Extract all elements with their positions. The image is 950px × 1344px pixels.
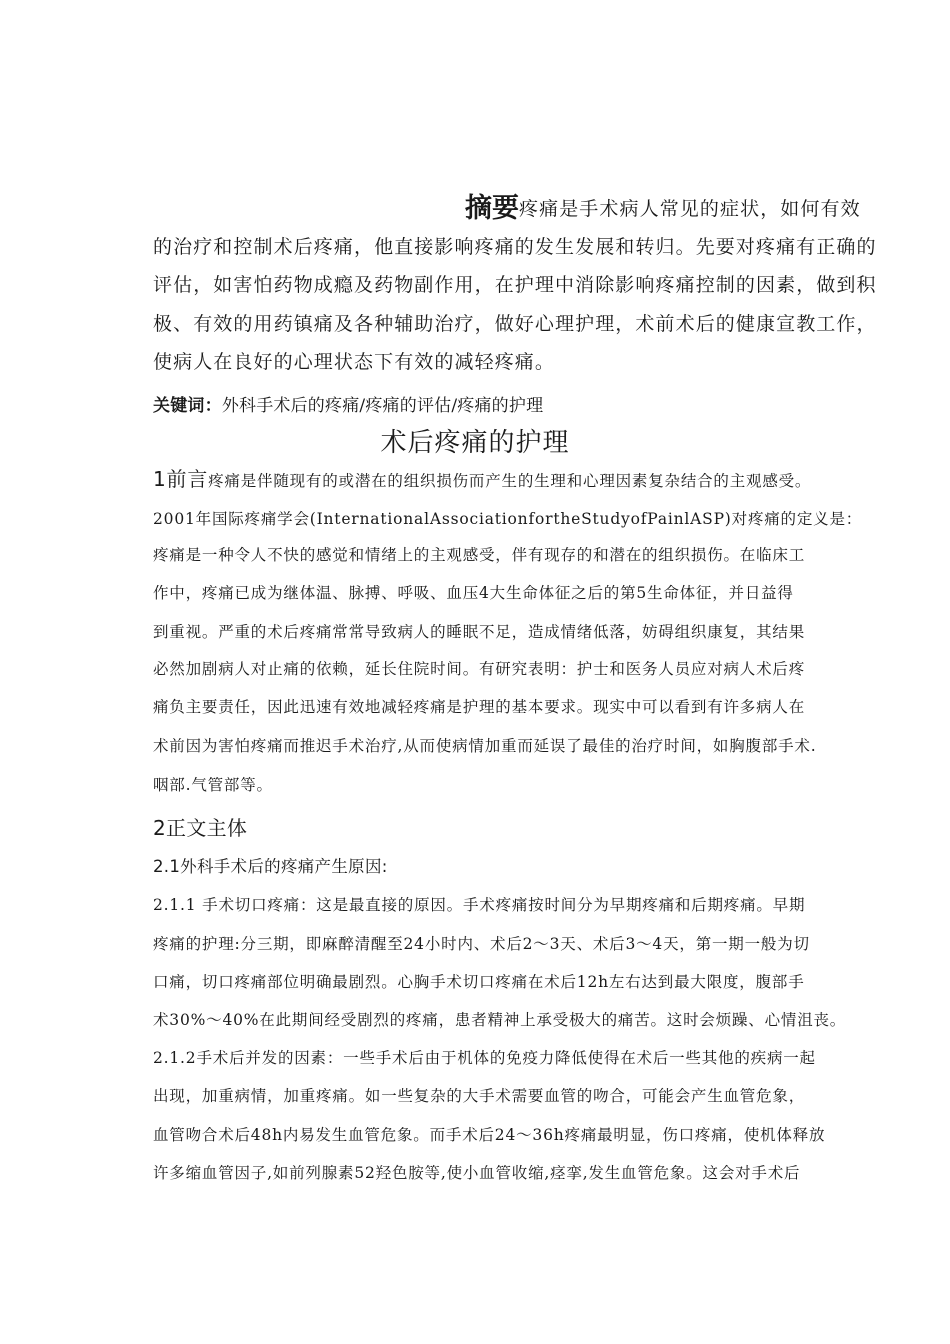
section2-line: 口痛，切口疼痛部位明确最剧烈。心胸手术切口疼痛在术后12h左右达到最大限度，腹部手 [153,973,805,991]
section2-line: 许多缩血管因子,如前列腺素52羟色胺等,使小血管收缩,痉挛,发生血管危象。这会对手术后 [153,1164,801,1182]
section1-text: 疼痛是伴随现有的或潜在的组织损伤而产生的生理和心理因素复杂结合的主观感受。 [208,472,812,490]
abstract-line: 的治疗和控制术后疼痛，他直接影响疼痛的发生发展和转归。先要对疼痛有正确的 [153,236,877,258]
section1-line: 2001年国际疼痛学会(InternationalAssociationfortheStudyofPainlASP)对疼痛的定义是： [153,510,863,528]
abstract-first-line [465,186,861,225]
section1-line: 咽部.气管部等。 [153,776,273,794]
section1-line: 疼痛是一种令人不快的感觉和情绪上的主观感受，伴有现存的和潜在的组织损伤。在临床工 [153,546,806,564]
abstract-line: 评估，如害怕药物成瘾及药物副作用，在护理中消除影响疼痛控制的因素，做到积 [153,274,877,296]
section1-line: 必然加剧病人对止痛的依赖，延长住院时间。有研究表明：护士和医务人员应对病人术后疼 [153,660,806,678]
section2-1-heading: 2.1外科手术后的疼痛产生原因: [153,857,388,876]
abstract-title: 摘要 [465,193,519,224]
keywords [153,391,543,416]
abstract-line: 极、有效的用药镇痛及各种辅助治疗，做好心理护理，术前术后的健康宣教工作， [153,313,877,335]
abstract-line: 使病人在良好的心理状态下有效的减轻疼痛。 [153,351,556,373]
section1-heading: 1前言 [153,467,209,491]
section2-line: 出现，加重病情，加重疼痛。如一些复杂的大手术需要血管的吻合，可能会产生血管危象， [153,1087,806,1105]
keywords-text: 外科手术后的疼痛/疼痛的评估/疼痛的护理 [221,396,544,416]
section2-line: 2.1.1 手术切口疼痛：这是最直接的原因。手术疼痛按时间分为早期疼痛和后期疼痛。早期 [153,896,806,914]
keywords-label: 关键词： [153,396,222,416]
section2-line: 血管吻合术后48h内易发生血管危象。而手术后24〜36h疼痛最明显，伤口疼痛，使机体释放 [153,1126,826,1144]
section2-line: 疼痛的护理:分三期，即麻醉清醒至24小时内、术后2〜3天、术后3〜4天，第一期一般为切 [153,935,810,953]
section1-first-line [153,463,811,492]
document-title: 术后疼痛的护理 [380,428,570,458]
section2-line: 术30%〜40%在此期间经受剧烈的疼痛，患者精神上承受极大的痛苦。这时会烦躁、心情沮丧。 [153,1011,847,1029]
section1-line: 术前因为害怕疼痛而推迟手术治疗,从而使病情加重而延误了最佳的治疗时间，如胸腹部手术. [153,737,817,755]
section2-line: 2.1.2手术后并发的因素：一些手术后由于机体的免疫力降低使得在术后一些其他的疾病一起 [153,1049,816,1067]
section1-line: 痛负主要责任，因此迅速有效地减轻疼痛是护理的基本要求。现实中可以看到有许多病人在 [153,698,806,716]
section2-heading: 2正文主体 [153,816,248,840]
section1-line: 到重视。严重的术后疼痛常常导致病人的睡眠不足，造成情绪低落，妨碍组织康复，其结果 [153,623,806,641]
section1-line: 作中，疼痛已成为继体温、脉搏、呼吸、血压4大生命体征之后的第5生命体征，并日益得 [153,584,794,602]
abstract-text: 疼痛是手术病人常见的症状，如何有效 [519,198,861,220]
